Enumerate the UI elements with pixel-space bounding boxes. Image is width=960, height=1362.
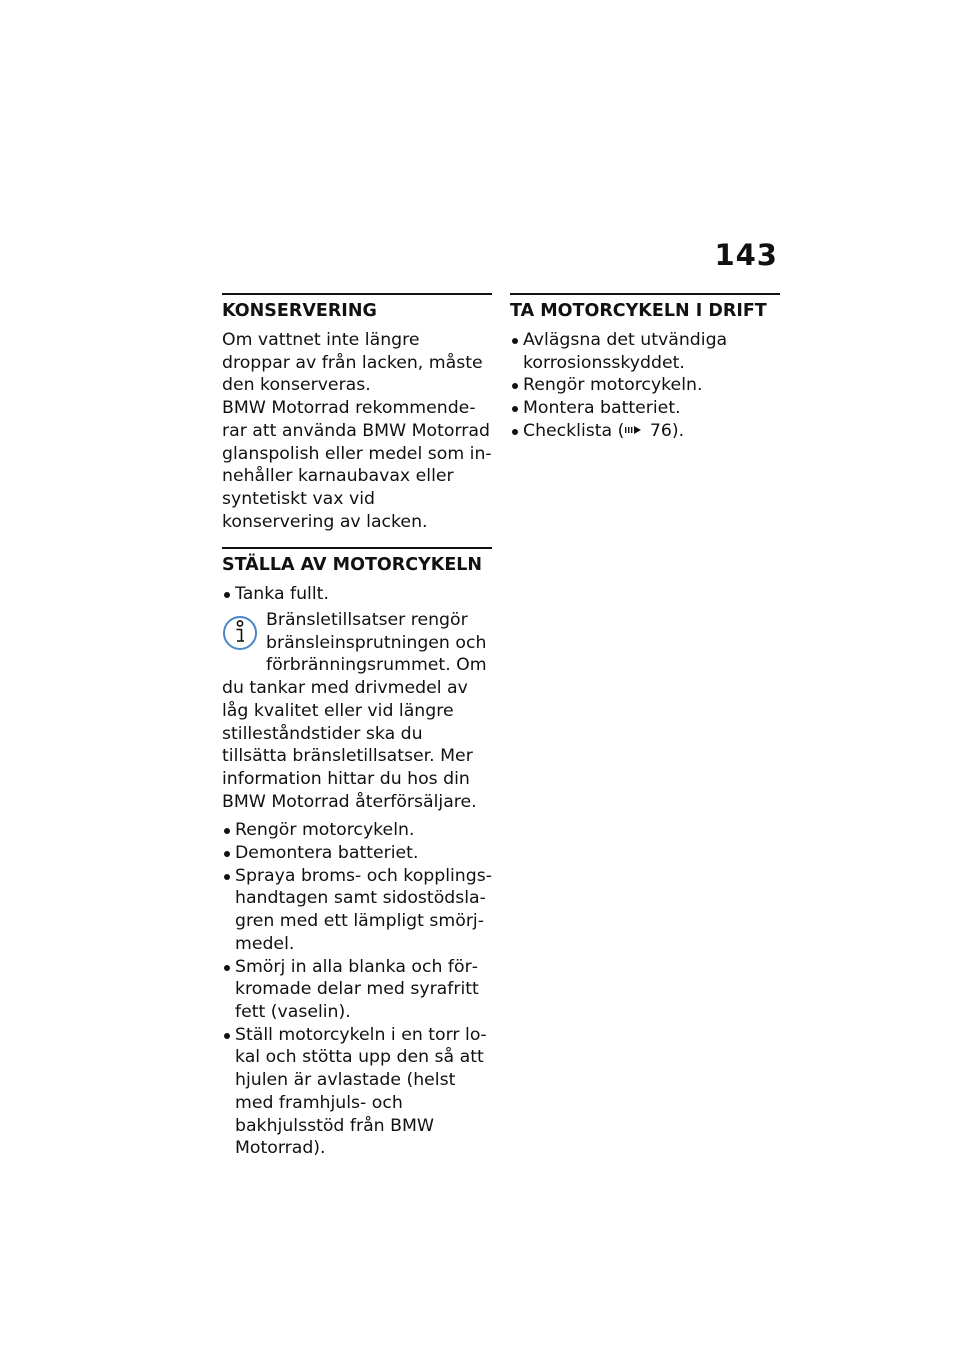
list-item: Demontera batteriet.: [222, 842, 492, 865]
info-icon: [222, 611, 262, 655]
paragraph: Om vattnet inte längre droppar av från lacken, måste den konserveras.: [222, 330, 483, 396]
checklist-label: Checklista (: [523, 420, 625, 441]
checklist-page-ref: 76).: [644, 420, 685, 441]
left-column: [222, 293, 492, 1174]
list-item: Tanka fullt.: [222, 583, 492, 606]
section-heading: STÄLLA AV MOTORCYKELN: [222, 547, 492, 577]
bullet-list: [510, 329, 780, 443]
section-ta-i-drift: [510, 293, 780, 443]
list-item: Smörj in alla blanka och förkromade delar med syrafritt fett (vaselin).: [222, 956, 492, 1024]
section-heading: TA MOTORCYKELN I DRIFT: [510, 293, 780, 323]
note-text: Bränsletillsatser rengör bränsleinsprutningen och förbränningsrummet. Om du tankar med drivmedel av låg kvalitet eller vid längre stilleståndstider ska du tillsätta bränsletillsatser. Mer information hittar du hos din BMW Motorrad återförsäljare.: [222, 610, 487, 812]
list-item: Spraya broms- och kopplingshandtagen samt sidostödslagren med ett lämpligt smörjmedel.: [222, 865, 492, 956]
page-reference-arrow-icon: [624, 423, 644, 437]
section-stalla-av: [222, 547, 492, 1160]
bullet-list: [222, 583, 492, 606]
list-item: Ställ motorcykeln i en torr lokal och stötta upp den så att hjulen är avlastade (helst med framhjuls- och bakhjulsstöd från BMW Motorrad).: [222, 1024, 492, 1160]
right-column: [510, 293, 780, 457]
list-item: Rengör motorcykeln.: [222, 819, 492, 842]
checklist-item: [510, 420, 780, 443]
paragraph: BMW Motorrad rekommenderar att använda BMW Motorrad glanspolish eller medel som innehåller karnaubavax eller syntetiskt vax vid konservering av lacken.: [222, 398, 492, 532]
info-note: [222, 609, 492, 813]
list-item: Avlägsna det utvändiga korrosionsskyddet.: [510, 329, 780, 374]
section-konservering: [222, 293, 492, 533]
section-heading: KONSERVERING: [222, 293, 492, 323]
bullet-list: [222, 819, 492, 1160]
list-item: Montera batteriet.: [510, 397, 780, 420]
page-number: 143: [714, 238, 778, 272]
list-item: Rengör motorcykeln.: [510, 374, 780, 397]
